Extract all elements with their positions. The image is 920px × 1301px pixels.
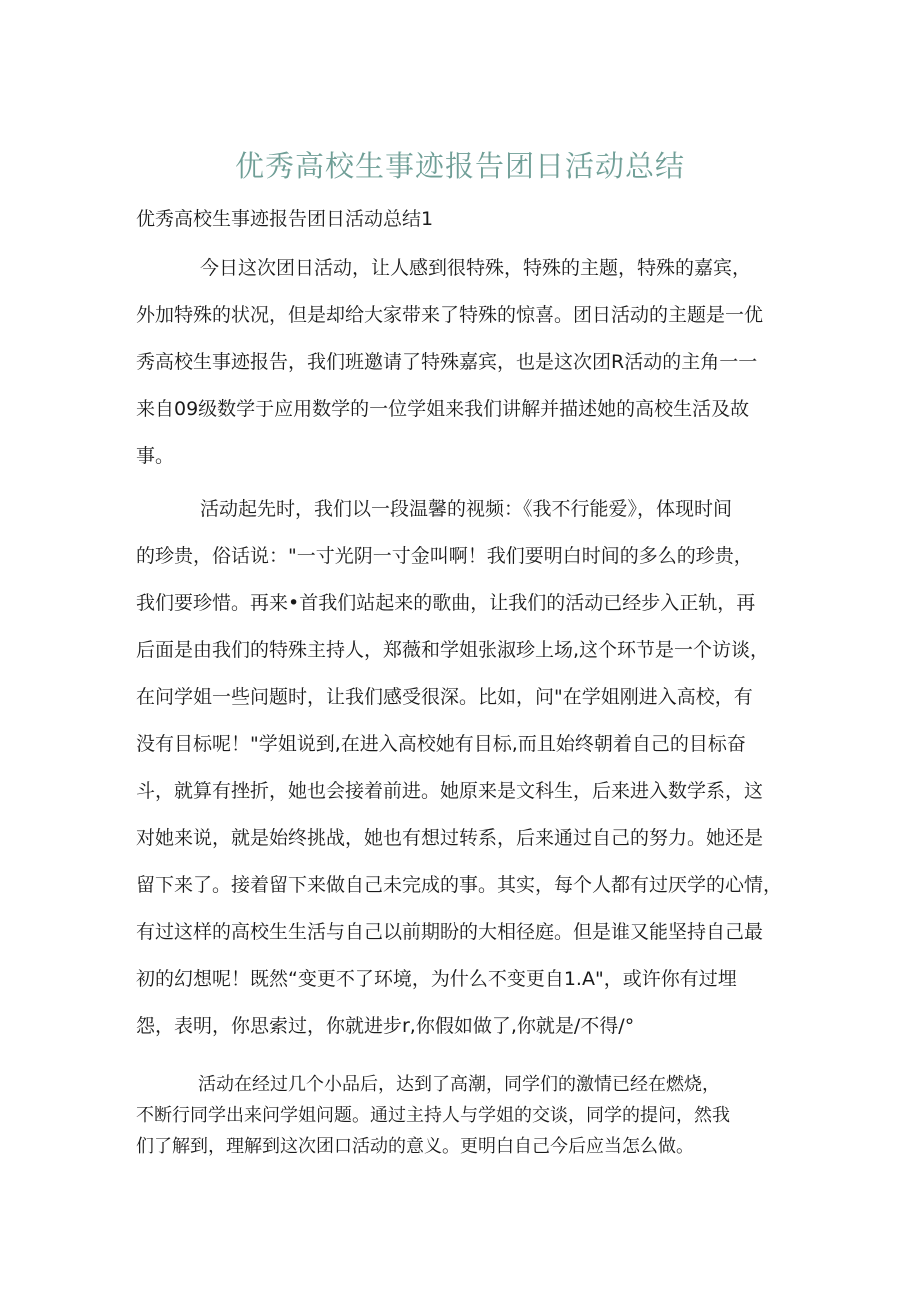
- paragraph-2-line-4: 后面是由我们的特殊主持人，郑薇和学姐张淑珍上场,这个环节是一个访谈，: [136, 639, 770, 661]
- paragraph-2-line-3: 我们要珍惜。再来•首我们站起来的歌曲，让我们的活动已经步入正轨，再: [136, 592, 756, 614]
- paragraph-2-line-10: 有过这样的高校生生活与自己以前期盼的大相径庭。但是谁又能坚持自己最: [136, 921, 764, 943]
- paragraph-2-line-7: 斗，就算有挫折，她也会接着前进。她原来是文科生，后来进入数学系，这: [136, 780, 764, 802]
- paragraph-2-line-8: 对她来说，就是始终挑战，她也有想过转系，后来通过自己的努力。她还是: [136, 827, 764, 849]
- paragraph-2-line-6: 没有目标呢！"学姐说到,在进入高校她有目标,而且始终朝着自己的目标奋: [136, 733, 746, 755]
- paragraph-3-line-1: 活动在经过几个小品后，达到了高潮，同学们的激情已经在燃烧，: [198, 1074, 720, 1095]
- paragraph-1-line-3: 秀高校生事迹报告，我们班邀请了特殊嘉宾，也是这次团R活动的主角一一: [136, 351, 758, 373]
- paragraph-2-line-11: 初的幻想呢！既然“变更不了环境，为什么不变更自1.A"，或许你有过埋: [136, 968, 737, 990]
- paragraph-2-line-9: 留下来了。接着留下来做自己未完成的事。其实，每个人都有过厌学的心情，: [136, 874, 783, 896]
- paragraph-2-line-1: 活动起先时，我们以一段温馨的视频：《我不行能爱》，体现时间: [200, 498, 733, 520]
- paragraph-3-line-3: 们了解到，理解到这次团口活动的意义。更明白自己今后应当怎么做。: [136, 1136, 694, 1157]
- paragraph-3-line-2: 不断行同学出来问学姐问题。通过主持人与学姐的交谈，同学的提问，然我: [136, 1105, 730, 1126]
- paragraph-2-line-12: 怨，表明，你思索过，你就进步r,你假如做了,你就是/不得/°: [136, 1015, 635, 1037]
- paragraph-1-line-2: 外加特殊的状况，但是却给大家带来了特殊的惊喜。团日活动的主题是一优: [136, 304, 764, 326]
- paragraph-2-line-2: 的珍贵，俗话说："一寸光阴一寸金叫啊！我们要明白时间的多么的珍贵，: [136, 545, 753, 567]
- paragraph-1-line-5: 事。: [136, 445, 175, 467]
- paragraph-2-line-5: 在问学姐一些问题时，让我们感受很深。比如，问"在学姐刚进入高校，有: [136, 686, 753, 708]
- document-subtitle: 优秀高校生事迹报告团日活动总结1: [136, 208, 434, 230]
- paragraph-1-line-1: 今日这次团日活动，让人感到很特殊，特殊的主题，特殊的嘉宾，: [200, 257, 752, 279]
- paragraph-1-line-4: 来自09级数学于应用数学的一位学姐来我们讲解并描述她的高校生活及故: [136, 398, 750, 420]
- document-title: 优秀高校生事迹报告团日活动总结: [234, 149, 685, 183]
